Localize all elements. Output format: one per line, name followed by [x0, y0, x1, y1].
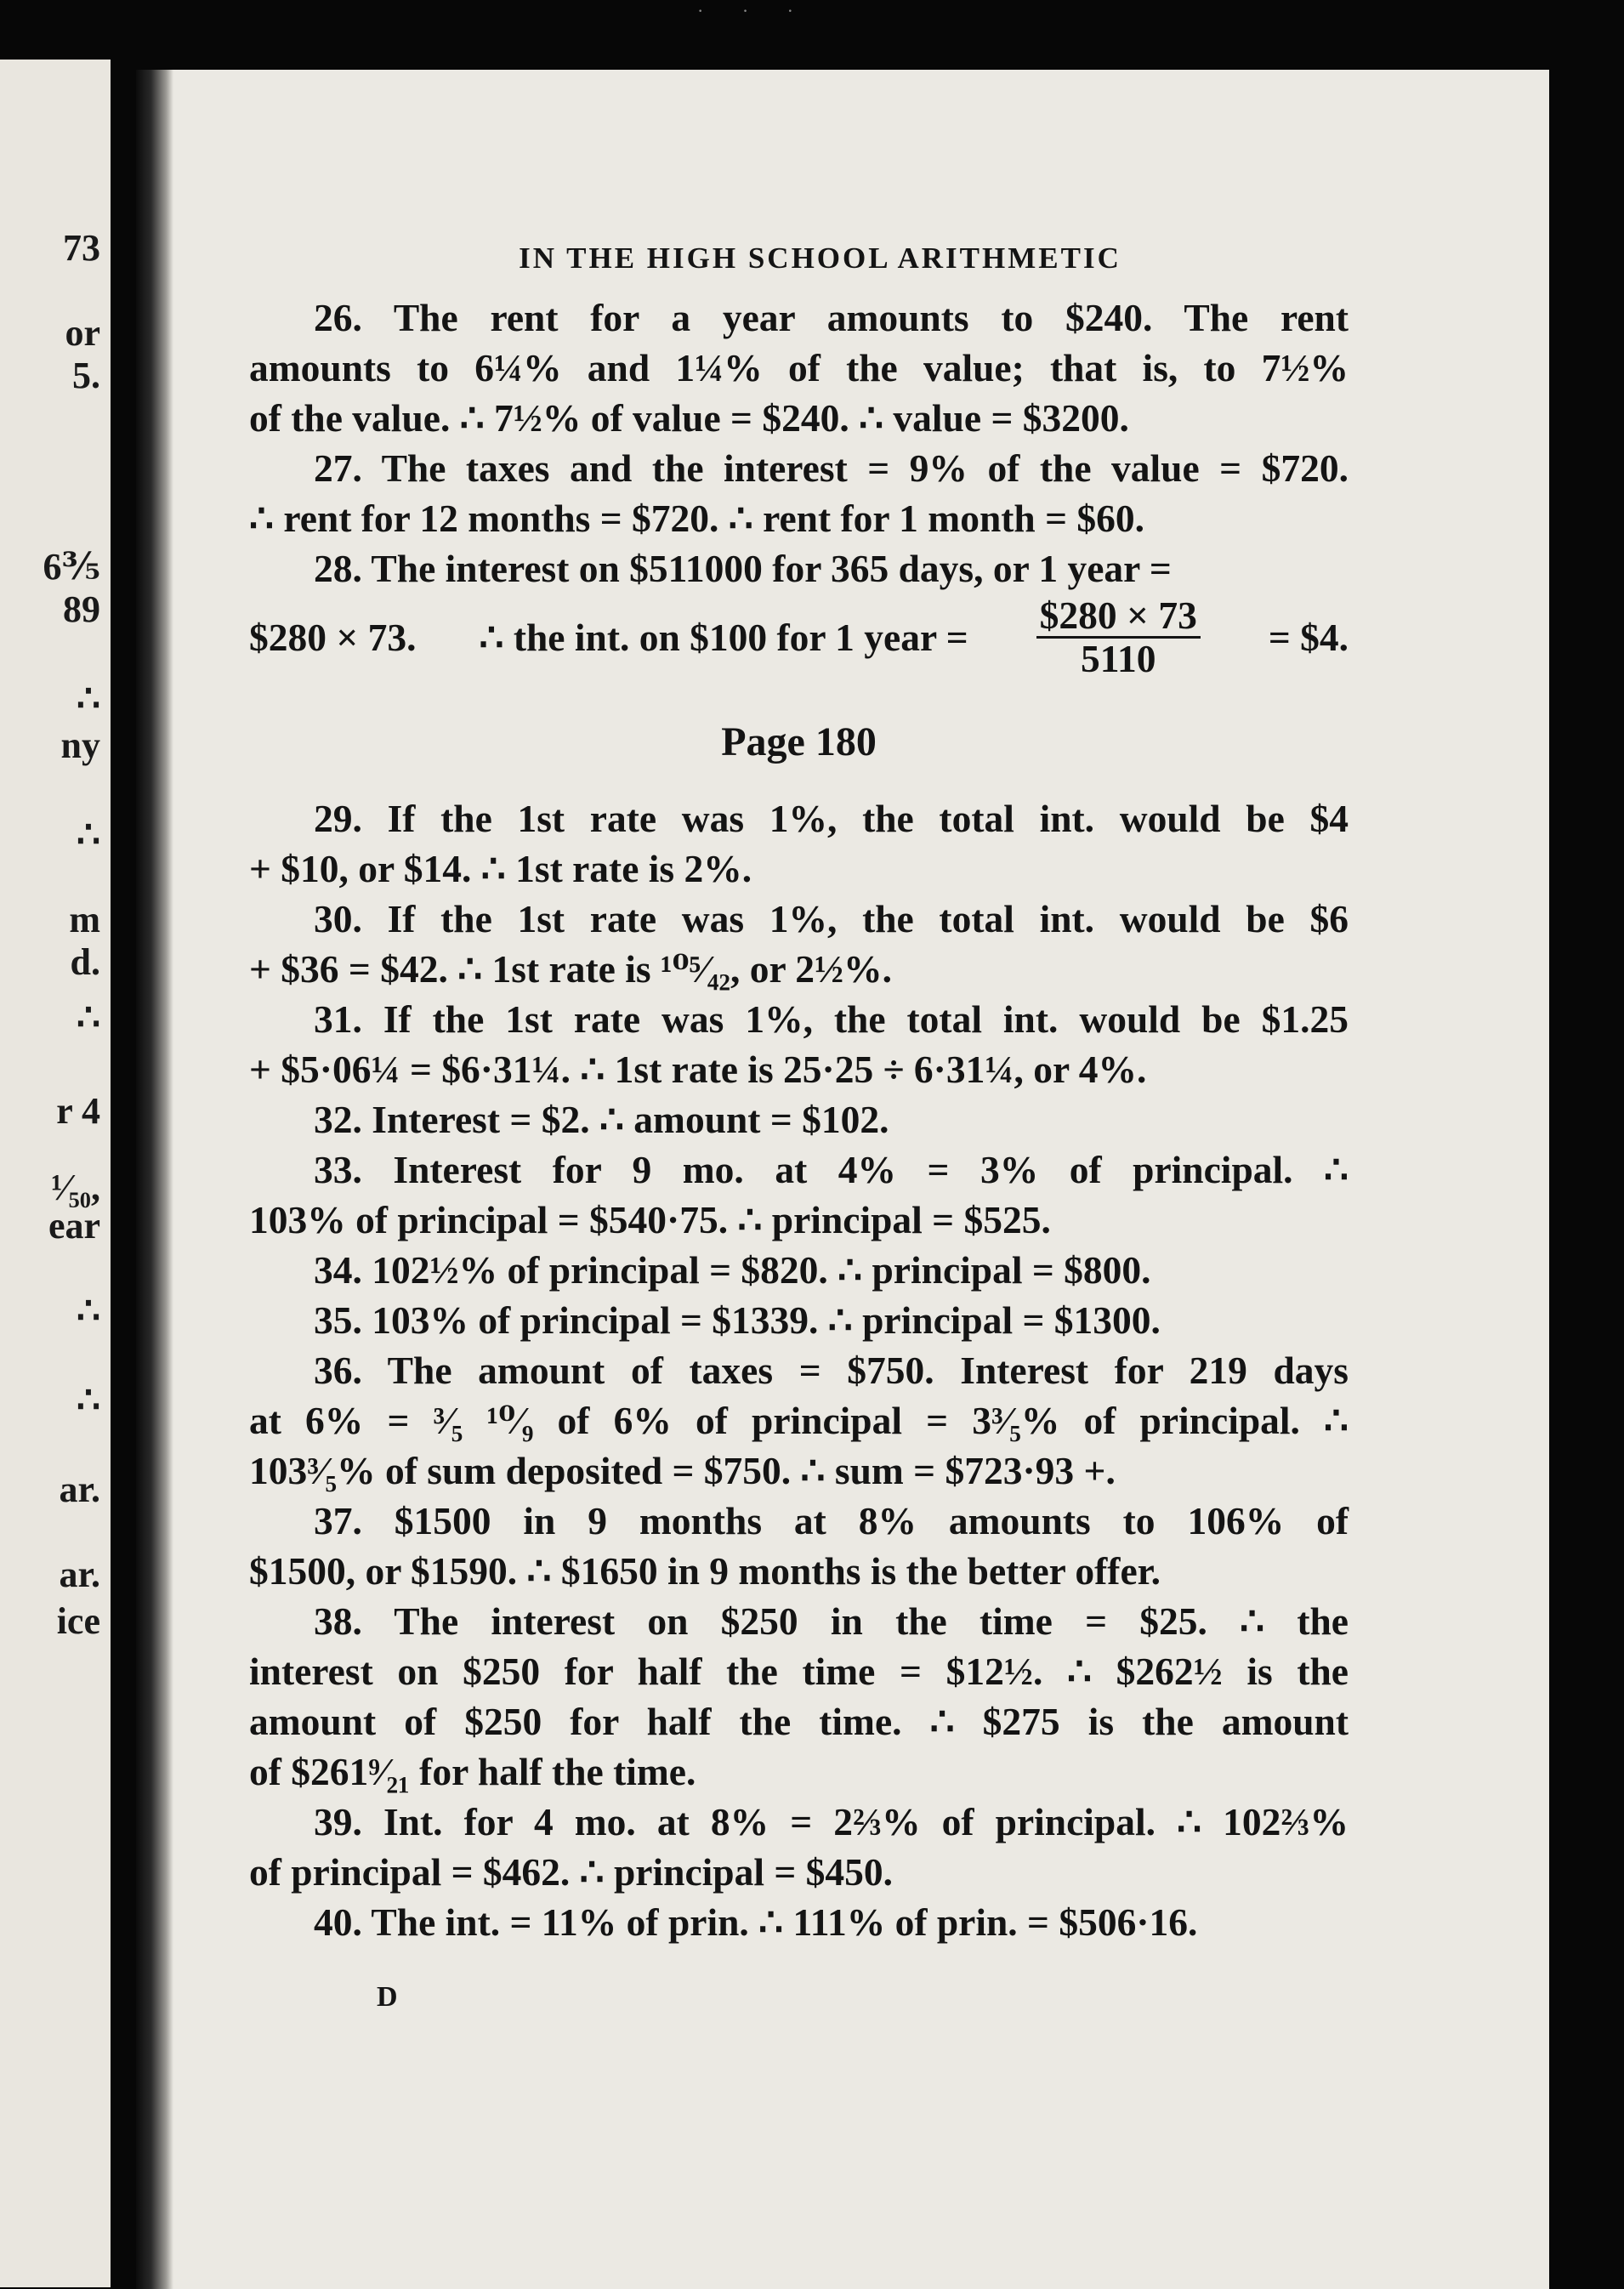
- answer-paragraph: [249, 293, 1349, 443]
- page-content: [249, 240, 1349, 1947]
- margin-fragment: ar.: [59, 1553, 100, 1595]
- paragraph-line: 27. The taxes and the interest = 9% of the value = $720.: [314, 446, 1349, 490]
- paragraph-line: 38. The interest on $250 in the time = $25. ∴ the: [314, 1599, 1349, 1643]
- paragraph-line: 36. The amount of taxes = $750. Interest for 219 days: [314, 1348, 1349, 1392]
- paragraph-line: 32. Interest = $2. ∴ amount = $102.: [314, 1097, 889, 1141]
- section-heading: Page 180: [721, 719, 877, 764]
- page-binding-shadow: [136, 70, 173, 2289]
- margin-fragment: m: [69, 899, 100, 940]
- answer-paragraph: [249, 894, 1349, 994]
- paragraph-line: amounts to 6¼% and 1¼% of the value; that is, to 7½%: [249, 346, 1349, 389]
- margin-fragment: ice: [56, 1600, 100, 1642]
- answer-paragraph: [249, 1144, 1349, 1245]
- paragraph-line: $1500, or $1590. ∴ $1650 in 9 months is the better offer.: [249, 1548, 1161, 1593]
- paragraph-line: 34. 102½% of principal = $820. ∴ principal = $800.: [314, 1247, 1151, 1292]
- answer-paragraph: [249, 543, 1349, 594]
- paragraph-line: 30. If the 1st rate was 1%, the total int. would be $6: [314, 896, 1349, 940]
- paragraph-line: 103³⁄₅% of sum deposited = $750. ∴ sum = $723·93 +.: [249, 1448, 1116, 1492]
- equation-fraction: [1036, 595, 1201, 679]
- paragraph-line: 28. The interest on $511000 for 365 days, or 1 year =: [314, 547, 1172, 590]
- margin-fragment: 89: [63, 588, 100, 630]
- paragraph-line: interest on $250 for half the time = $12½. ∴ $262½ is the: [249, 1649, 1349, 1693]
- paragraph-line: of $261⁹⁄₂₁ for half the time.: [249, 1749, 696, 1793]
- margin-fragment: ∴: [77, 997, 100, 1038]
- paragraph-line: + $10, or $14. ∴ 1st rate is 2%.: [249, 846, 752, 890]
- paragraph-line: 37. $1500 in 9 months at 8% amounts to 106% of: [314, 1498, 1349, 1542]
- paragraph-line: 31. If the 1st rate was 1%, the total int. would be $1.25: [314, 997, 1349, 1041]
- signature-mark: D: [377, 1981, 398, 2013]
- scan-specks: · · ·: [697, 0, 810, 21]
- paragraph-line: amount of $250 for half the time. ∴ $275 is the amount: [249, 1699, 1349, 1743]
- margin-fragment: 5.: [72, 355, 100, 396]
- paragraph-line: + $36 = $42. ∴ 1st rate is ¹⁰⁵⁄₄₂, or 2½%.: [249, 946, 893, 991]
- fraction-denominator: 5110: [1081, 636, 1156, 680]
- paragraph-line: of principal = $462. ∴ principal = $450.: [249, 1849, 894, 1894]
- equation-right: = $4.: [1268, 615, 1349, 659]
- margin-fragment: d.: [70, 941, 100, 983]
- answer-paragraph: [249, 1596, 1349, 1797]
- paragraph-line: + $5·06¼ = $6·31¼. ∴ 1st rate is 25·25 ÷ 6·31¼, or 4%.: [249, 1047, 1147, 1091]
- margin-fragment: 6⅗: [43, 546, 100, 588]
- answer-paragraph: [249, 1345, 1349, 1496]
- equation-middle: ∴ the int. on $100 for 1 year =: [479, 615, 968, 659]
- answer-paragraph: [249, 1245, 1349, 1295]
- answer-paragraph: [249, 1897, 1349, 1947]
- running-head: IN THE HIGH SCHOOL ARITHMETIC: [519, 241, 1121, 275]
- margin-fragment: r 4: [56, 1090, 100, 1132]
- answer-paragraph: [249, 994, 1349, 1094]
- paragraph-line: 103% of principal = $540·75. ∴ principal = $525.: [249, 1197, 1051, 1241]
- paragraph-line: 39. Int. for 4 mo. at 8% = 2⅔% of principal. ∴ 102⅔%: [314, 1799, 1349, 1843]
- paragraph-line: 29. If the 1st rate was 1%, the total int. would be $4: [314, 796, 1349, 840]
- paragraph-line: of the value. ∴ 7½% of value = $240. ∴ value = $3200.: [249, 396, 1129, 440]
- paragraph-line: ∴ rent for 12 months = $720. ∴ rent for 1 month = $60.: [249, 497, 1145, 540]
- answer-paragraph: [249, 793, 1349, 894]
- answer-paragraph: [249, 1797, 1349, 1897]
- paragraph-line: 26. The rent for a year amounts to $240. The rent: [314, 296, 1349, 339]
- fraction-numerator: $280 × 73: [1036, 595, 1201, 639]
- margin-fragment: ear: [48, 1205, 100, 1247]
- paragraph-line: at 6% = ³⁄₅ ¹⁰⁄₉ of 6% of principal = 3³⁄₅% of principal. ∴: [249, 1398, 1349, 1442]
- margin-fragment: 73: [63, 227, 100, 269]
- margin-fragment: or: [65, 312, 100, 354]
- answer-paragraph: [249, 1094, 1349, 1144]
- margin-fragment: ∴: [77, 1290, 100, 1332]
- answer-paragraph: [249, 1496, 1349, 1596]
- margin-fragment: ¹⁄₅₀,: [51, 1167, 100, 1208]
- margin-fragment: ∴: [77, 678, 100, 719]
- answers-after-section: [249, 793, 1349, 1947]
- margin-fragment: ∴: [77, 1379, 100, 1421]
- equation-line: [249, 595, 1349, 679]
- paragraph-line: 35. 103% of principal = $1339. ∴ principal = $1300.: [314, 1298, 1161, 1342]
- adjacent-page-fragment: [0, 60, 111, 2287]
- margin-fragment: ny: [60, 724, 100, 766]
- paragraph-line: 40. The int. = 11% of prin. ∴ 111% of prin. = $506·16.: [314, 1900, 1198, 1944]
- answers-before-section: [249, 293, 1349, 594]
- margin-fragment: ∴: [77, 814, 100, 855]
- margin-fragment: ar.: [59, 1468, 100, 1510]
- answer-paragraph: [249, 1295, 1349, 1345]
- paragraph-line: 33. Interest for 9 mo. at 4% = 3% of principal. ∴: [314, 1147, 1349, 1191]
- equation-left: $280 × 73.: [249, 615, 417, 659]
- answer-paragraph: [249, 443, 1349, 543]
